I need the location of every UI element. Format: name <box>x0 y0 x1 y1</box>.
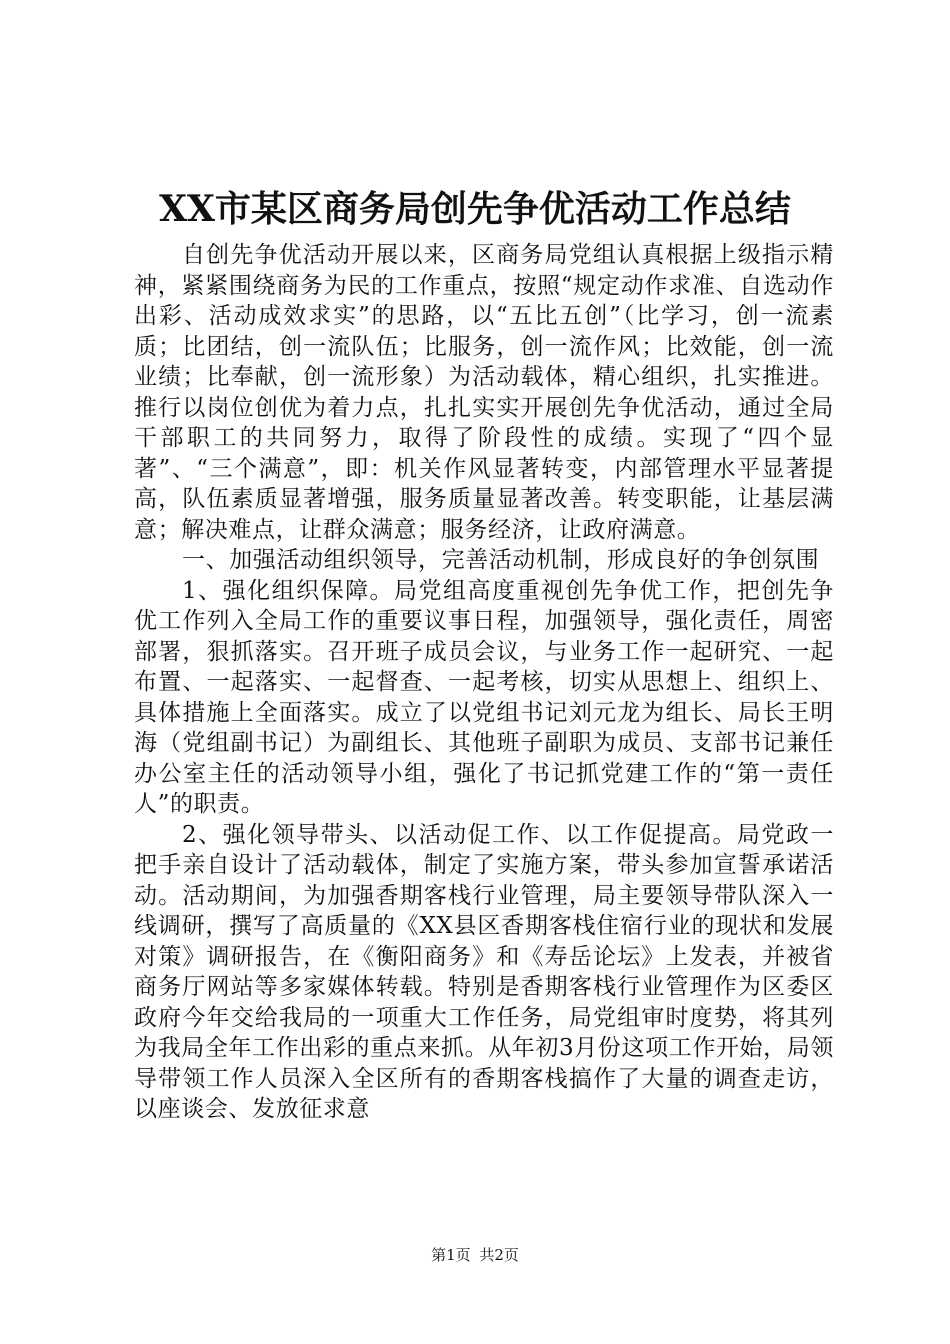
page-number: 第1页 <box>431 1246 471 1264</box>
intro-paragraph: 自创先争优活动开展以来，区商务局党组认真根据上级指示精神，紧紧围绕商务为民的工作重点，按照“规定动作求准、自选动作出彩、活动成效求实”的思路，以“五比五创”（比学习，创一流素质；比团结，创一流队伍；比服务，创一流作风；比效能，创一流业绩；比奉献，创一流形象）为活动载体，精心组织，扎实推进。推行以岗位创优为着力点，扎扎实实开展创先争优活动，通过全局干部职工的共同努力，取得了阶段性的成绩。实现了“四个显著”、“三个满意”，即：机关作风显著转变，内部管理水平显著提高，队伍素质显著增强，服务质量显著改善。转变职能，让基层满意；解决难点，让群众满意；服务经济，让政府满意。 <box>134 242 834 543</box>
section-heading-1: 一、加强活动组织领导，完善活动机制，形成良好的争创氛围 <box>182 547 820 573</box>
page-total: 共2页 <box>479 1246 519 1264</box>
paragraph-item-2: 2、强化领导带头、以活动促工作、以工作促提高。局党政一把手亲自设计了活动载体，制定了实施方案，带头参加宣誓承诺活动。活动期间，为加强香期客栈行业管理，局主要领导带队深入一线调研，撰写了高质量的《XX县区香期客栈住宿行业的现状和发展对策》调研报告，在《衡阳商务》和《寿岳论坛》上发表，并被省商务厅网站等多家媒体转载。特别是香期客栈行业管理作为区委区政府今年交给我局的一项重大工作任务，局党组审时度势，将其列为我局全年工作出彩的重点来抓。从年初3月份这项工作开始，局领导带领工作人员深入全区所有的香期客栈搞作了大量的调查走访，以座谈会、发放征求意 <box>134 821 834 1122</box>
document-title: XX市某区商务局创先争优活动工作总结 <box>159 188 791 230</box>
page-footer <box>0 1245 950 1265</box>
document-body <box>134 240 834 1125</box>
paragraph-item-1: 1、强化组织保障。局党组高度重视创先争优工作，把创先争优工作列入全局工作的重要议事日程，加强领导，强化责任，周密部署，狠抓落实。召开班子成员会议，与业务工作一起研究、一起布置、一起落实、一起督查、一起考核，切实从思想上、组织上、具体措施上全面落实。成立了以党组书记刘元龙为组长、局长王明海（党组副书记）为副组长、其他班子副职为成员、支部书记兼任办公室主任的活动领导小组，强化了书记抓党建工作的“第一责任人”的职责。 <box>134 577 834 817</box>
